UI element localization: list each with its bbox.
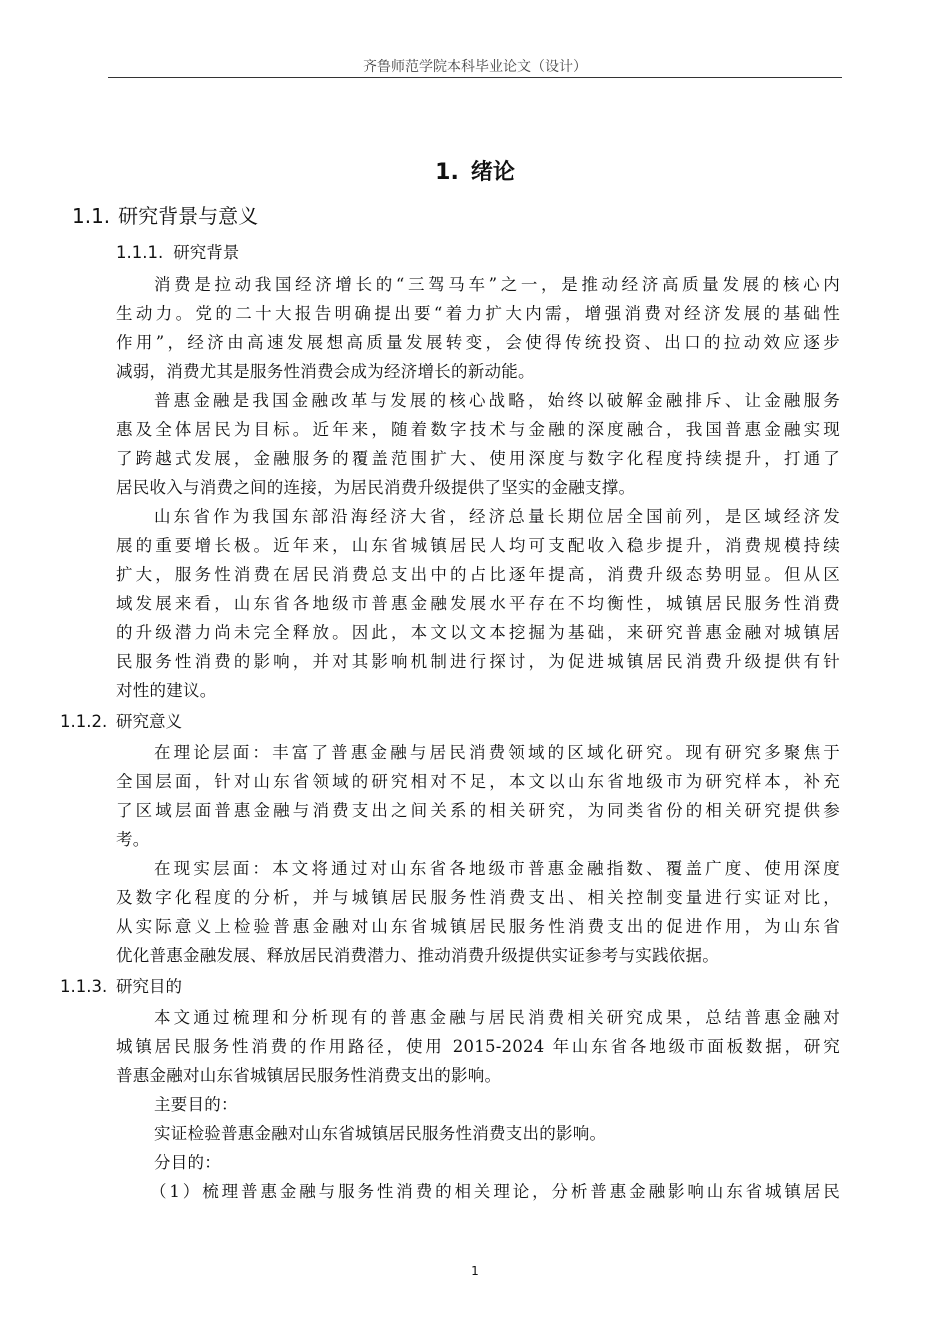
paragraph-line: （1）梳理普惠金融与服务性消费的相关理论，分析普惠金融影响山东省城镇居民 <box>150 1182 840 1201</box>
paragraph-line: 普惠金融是我国金融改革与发展的核心战略，始终以破解金融排斥、让金融服务 <box>154 391 840 410</box>
chapter-heading <box>0 155 950 186</box>
paragraph-line: 了区域层面普惠金融与消费支出之间关系的相关研究，为同类省份的相关研究提供参 <box>116 801 840 820</box>
paragraph-line: 城镇居民服务性消费的作用路径，使用 2015-2024 年山东省各地级市面板数据，研究 <box>116 1037 840 1056</box>
section-heading <box>72 200 258 229</box>
subsection-number: 1.1.2. <box>60 712 108 731</box>
paragraph-line: 全国层面，针对山东省领域的研究相对不足，本文以山东省地级市为研究样本，补充 <box>116 772 840 791</box>
paragraph-line: 域发展来看，山东省各地级市普惠金融发展水平存在不均衡性，城镇居民服务性消费 <box>116 594 840 613</box>
paragraph-line: 减弱，消费尤其是服务性消费会成为经济增长的新动能。 <box>116 362 535 381</box>
paragraph-line: 在现实层面：本文将通过对山东省各地级市普惠金融指数、覆盖广度、使用深度 <box>154 859 840 878</box>
chapter-number: 1. <box>435 160 459 185</box>
paragraph-line: 优化普惠金融发展、释放居民消费潜力、推动消费升级提供实证参考与实践依据。 <box>116 946 719 965</box>
subsection-number: 1.1.1. <box>116 243 164 262</box>
paragraph-line: 考。 <box>116 830 150 849</box>
page-header: 齐鲁师范学院本科毕业论文（设计） <box>363 59 587 75</box>
subsection-heading-significance <box>60 708 182 732</box>
paragraph-line: 展的重要增长极。近年来，山东省城镇居民人均可支配收入稳步提升，消费规模持续 <box>116 536 840 555</box>
paragraph-line: 惠及全体居民为目标。近年来，随着数字技术与金融的深度融合，我国普惠金融实现 <box>116 420 840 439</box>
paragraph-line: 在理论层面：丰富了普惠金融与居民消费领域的区域化研究。现有研究多聚焦于 <box>154 743 840 762</box>
paragraph-line: 及数字化程度的分析，并与城镇居民服务性消费支出、相关控制变量进行实证对比， <box>116 888 840 907</box>
paragraph-line: 作用”，经济由高速发展想高质量发展转变，会使得传统投资、出口的拉动效应逐步 <box>116 333 840 352</box>
page-number: 1 <box>471 1264 479 1278</box>
paragraph-line: 的升级潜力尚未完全释放。因此，本文以文本挖掘为基础，来研究普惠金融对城镇居 <box>116 623 840 642</box>
paragraph-line: 居民收入与消费之间的连接，为居民消费升级提供了坚实的金融支撑。 <box>116 478 636 497</box>
paragraph-line: 主要目的： <box>154 1095 238 1114</box>
paragraph-line: 生动力。党的二十大报告明确提出要“着力扩大内需，增强消费对经济发展的基础性 <box>116 304 840 323</box>
paragraph-line: 民服务性消费的影响，并对其影响机制进行探讨，为促进城镇居民消费升级提供有针 <box>116 652 840 671</box>
paragraph-line: 从实际意义上检验普惠金融对山东省城镇居民服务性消费支出的促进作用，为山东省 <box>116 917 840 936</box>
chapter-title: 绪论 <box>470 160 515 185</box>
section-number: 1.1. <box>72 204 111 228</box>
subsection-title: 研究意义 <box>116 712 182 731</box>
paragraph-line: 扩大，服务性消费在居民消费总支出中的占比逐年提高，消费升级态势明显。但从区 <box>116 565 840 584</box>
paragraph-line: 分目的： <box>154 1153 221 1172</box>
paragraph-line: 了跨越式发展，金融服务的覆盖范围扩大、使用深度与数字化程度持续提升，打通了 <box>116 449 840 468</box>
subsection-heading-objectives <box>60 973 182 997</box>
paragraph-line: 消费是拉动我国经济增长的“三驾马车”之一，是推动经济高质量发展的核心内 <box>154 275 840 294</box>
paragraph-line: 实证检验普惠金融对山东省城镇居民服务性消费支出的影响。 <box>154 1124 607 1143</box>
paragraph-line: 普惠金融对山东省城镇居民服务性消费支出的影响。 <box>116 1066 502 1085</box>
section-title: 研究背景与意义 <box>118 204 259 228</box>
paragraph-line: 山东省作为我国东部沿海经济大省，经济总量长期位居全国前列，是区域经济发 <box>154 507 840 526</box>
subsection-title: 研究背景 <box>173 243 240 262</box>
subsection-title: 研究目的 <box>116 977 182 996</box>
subsection-heading-background <box>116 239 239 263</box>
header-rule <box>108 77 842 78</box>
subsection-number: 1.1.3. <box>60 977 108 996</box>
paragraph-line: 对性的建议。 <box>116 681 217 700</box>
paragraph-line: 本文通过梳理和分析现有的普惠金融与居民消费相关研究成果，总结普惠金融对 <box>154 1008 840 1027</box>
